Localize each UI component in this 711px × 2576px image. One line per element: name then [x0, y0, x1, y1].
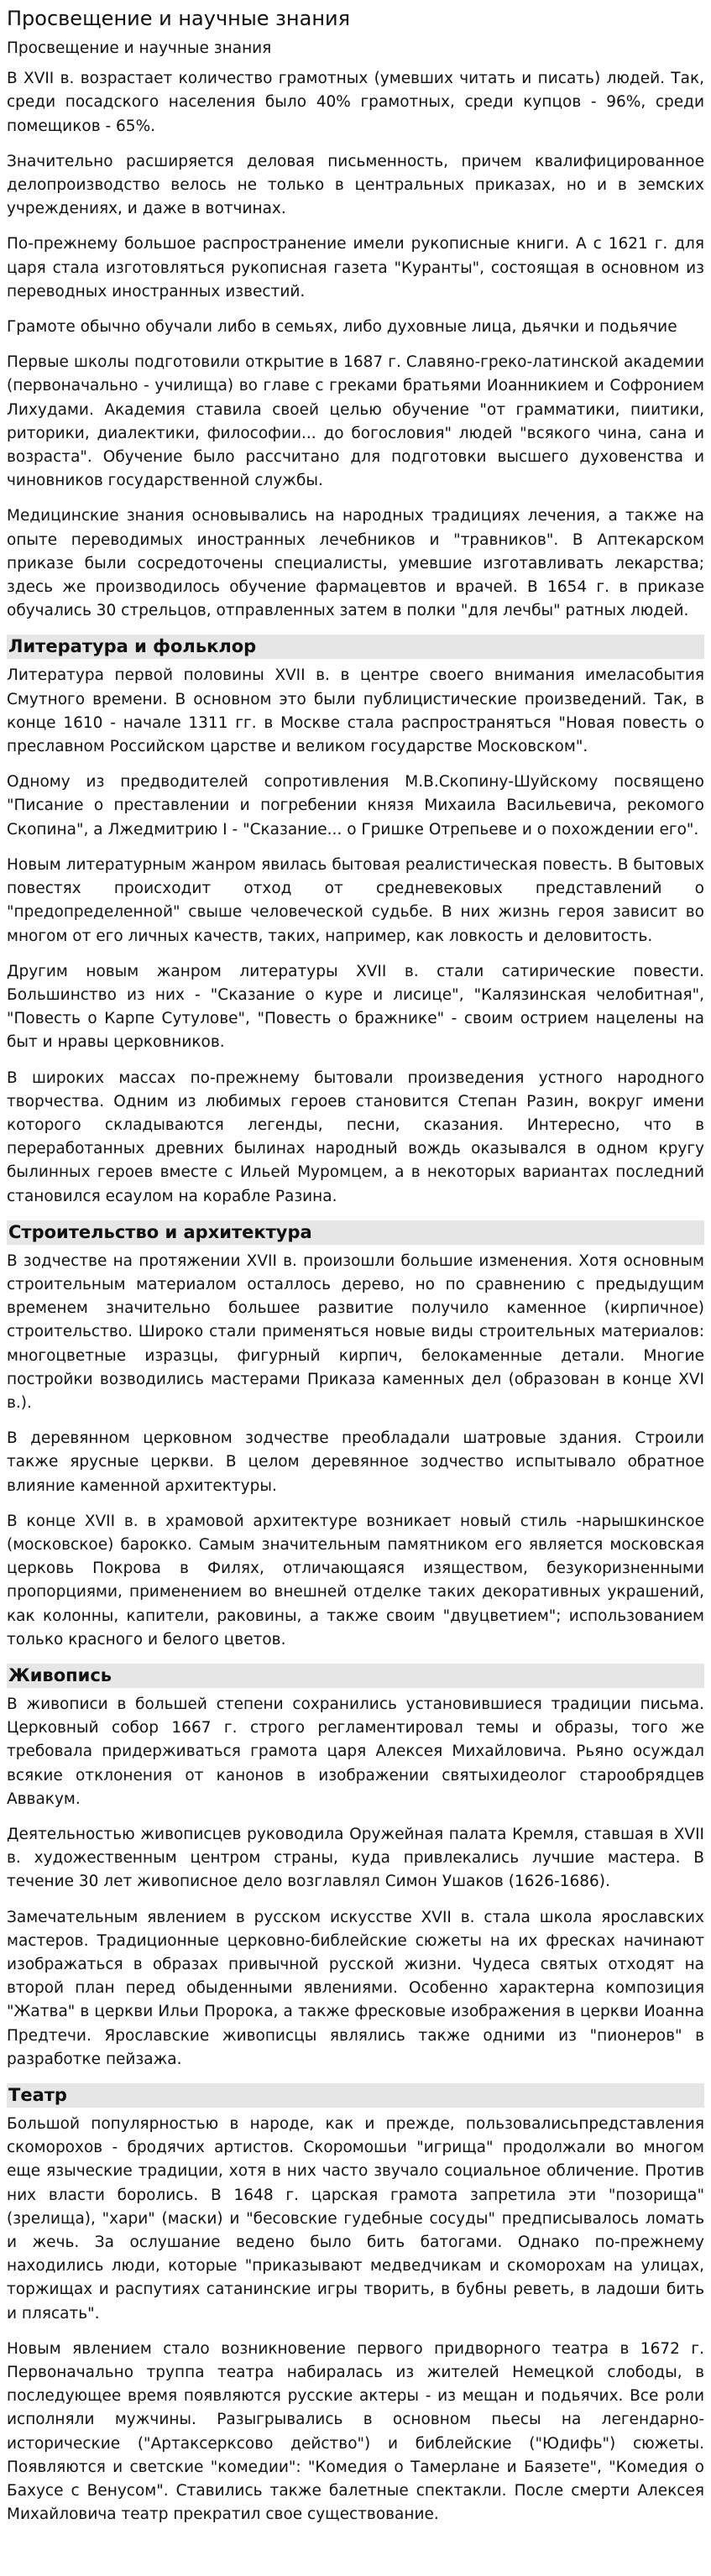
- paragraph: Новым явлением стало возникновение первого придворного театра в 1672 г. Первоначально труппа театра набиралась из жителей Немецкой слободы, в последующее время появляются русские актеры - из мещан и подьячих. Все роли исполняли мужчины. Разыгрывались в основном пьесы на легендарно-исторические ("Артаксерксово действо") и библейские ("Юдифь") сюжеты. Появляются и светские "комедии": "Комедия о Тамерлане и Баязете", "Комедия о Бахусе с Венусом". Ставились также балетные спектакли. После смерти Алексея Михайловича театр прекратил свое существование.: [7, 2339, 704, 2524]
- section-literature: [7, 635, 704, 1208]
- section-heading: Строительство и архитектура: [7, 1220, 704, 1245]
- paragraph: Другим новым жанром литературы XVII в. стали сатирические повести. Большинство из них - "Сказание о куре и лисице", "Калязинская челобитная", "Повесть о Карпе Сутулове", "Повесть о бражнике" - своим острием нацелены на быт и нравы церковников.: [7, 962, 704, 1052]
- paragraph: Значительно расширяется деловая письменность, причем квалифицированное делопроизводство велось не только в центральных приказах, но и в земских учреждениях, и даже в вотчинах.: [7, 152, 704, 218]
- paragraph: Новым литературным жанром явилась бытовая реалистическая повесть. В бытовых повестях происходит отход от средневековых представлений о "предопределенной" свыше человеческой судьбе. В них жизнь героя зависит во многом от его личных качеств, таких, например, как ловкость и деловитость.: [7, 855, 704, 945]
- section-heading: Литература и фольклор: [7, 635, 704, 659]
- section-heading: Живопись: [7, 1664, 704, 1688]
- paragraph: Литература первой половины XVII в. в центре своего внимания имеласобытия Смутного времени. В основном это были публицистические произведений. Так, в конце 1610 - начале 1311 гг. в Москве стала распространяться "Новая повесть о преславном Российском царстве и великом государстве Московском".: [7, 666, 704, 756]
- paragraph: Первые школы подготовили открытие в 1687 г. Славяно-греко-латинской академии (первоначально - училища) во главе с греками братьями Иоанникием и Софронием Лихудами. Академия ставила своей целью обучение "от грамматики, пиитики, риторики, диалектики, философии... до богословия" людей "всякого чина, сана и возраста". Обучение было рассчитано для подготовки высшего духовенства и чиновников государственной службы.: [7, 353, 704, 490]
- paragraph: В зодчестве на протяжении XVII в. произошли большие изменения. Хотя основным строительным материалом осталлось дерево, но по сравнению с предыдущим временем значительно большее развитие получило каменное (кирпичное) строительство. Широко стали применяться новые виды строительных материалов: многоцветные изразцы, фигурный кирпич, белокаменные детали. Многие постройки возводились мастерами Приказа каменных дел (образован в конце XVI в.).: [7, 1251, 704, 1412]
- paragraph: В живописи в большей степени сохранились установившиеся традиции письма. Церковный собор 1667 г. строго регламентировал темы и образы, того же требовала придерживаться грамота царя Алексея Михайловича. Рьяно осуждал всякие отклонения от канонов в изображении святыхидеолог старообрядцев Аввакум.: [7, 1695, 704, 1808]
- paragraph: По-прежнему большое распространение имели рукописные книги. А с 1621 г. для царя стала изготовляться рукописная газета "Куранты", состоящая в основном из переводных иностранных известий.: [7, 235, 704, 300]
- paragraph: Грамоте обычно обучали либо в семьях, либо духовные лица, дьячки и подьячие: [7, 318, 677, 337]
- paragraph: В деревянном церковном зодчестве преобладали шатровые здания. Строили также ярусные церкви. В целом деревянное зодчество испытывало обратное влияние каменной архитектуры.: [7, 1429, 704, 1495]
- paragraph: Замечательным явлением в русском искусстве XVII в. стала школа ярославских мастеров. Традиционные церковно-библейские сюжеты на их фресках начинают изображаться в образах привычной русской жизни. Чудеса святых отходят на второй план перед обыденными явлениями. Особенно характерна композиция "Жатва" в церкви Ильи Пророка, а также фресковые изображения в церкви Иоанна Предтечи. Ярославские живописцы являлись также одними из "пионеров" в разработке пейзажа.: [7, 1908, 704, 2068]
- paragraph: Деятельностью живописцев руководила Оружейная палата Кремля, ставшая в XVII в. художественным центром страны, куда привлекались лучшие мастера. В течение 30 лет живописное дело возглавлял Симон Ушаков (1626-1686).: [7, 1826, 704, 1891]
- section-painting: [7, 1664, 704, 2072]
- section-heading: Театр: [7, 2083, 704, 2108]
- paragraph: В конце XVII в. в храмовой архитектуре возникает новый стиль -нарышкинское (московское) барокко. Самым значительным памятником его является московская церковь Покрова в Филях, отличающаяся изяществом, безукоризненными пропорциями, применением во внешней отделке таких декоративных украшений, как колонны, капители, раковины, а также своим "двуцветием"; использованием только красного и белого цветов.: [7, 1512, 704, 1649]
- intro-section: [7, 67, 704, 623]
- paragraph: Одному из предводителей сопротивления М.В.Скопину-Шуйскому посвящено "Писание о преставлении и погребении князя Михаила Васильевича, рекомого Скопина", а Лжедмитрию I - "Сказание... о Гришке Отрепьеве и о похождении его".: [7, 773, 704, 839]
- page-title: Просвещение и научные знания: [7, 7, 351, 30]
- paragraph: В XVII в. возрастает количество грамотных (умевших читать и писать) людей. Так, среди посадского населения было 40% грамотных, среди купцов - 96%, среди помещиков - 65%.: [7, 70, 704, 135]
- paragraph: Большой популярностью в народе, как и прежде, пользовалисьпредставления скоморохов - бродячих артистов. Скоромошьи "игрища" продолжали во многом еще языческие традиции, хотя в них часто звучало социальное обличение. Против них власти боролись. В 1648 г. царская грамота запретила эти "позорища" (зрелища), "хари" (маски) и "бесовские гудебные сосуды" предписывалось ломать и жечь. За ослушание ведено было бить батогами. Однако по-прежнему находились люди, которые "приказывают медведчикам и скоморохам на улицах, торжищах и распутиях сатанинские игры творить, в бубны реветь, в ладоши бить и плясать".: [7, 2115, 704, 2323]
- paragraph: Медицинские знания основывались на народных традициях лечения, а также на опыте переводимых иностранных лечебников и "травников". В Аптекарском приказе были сосредоточены специалисты, умевшие изготавливать лекарства; здесь же производилось обучение фармацевтов и врачей. В 1654 г. в приказе обучались 30 стрельцов, отправленных затем в полки "для лечбы" ратных людей.: [7, 507, 704, 620]
- paragraph: В широких массах по-прежнему бытовали произведения устного народного творчества. Одним из любимых героев становится Степан Разин, вокруг имени которого складываются легенды, песни, сказания. Интересно, что в переработанных древних былинах народный вождь оказывался в одном кругу былинных героев вместе с Ильей Муромцем, а в некоторых вариантах последний становился есаулом на корабле Разина.: [7, 1069, 704, 1205]
- section-architecture: [7, 1220, 704, 1652]
- section-theatre: [7, 2083, 704, 2526]
- page-subtitle: Просвещение и научные знания: [7, 39, 272, 57]
